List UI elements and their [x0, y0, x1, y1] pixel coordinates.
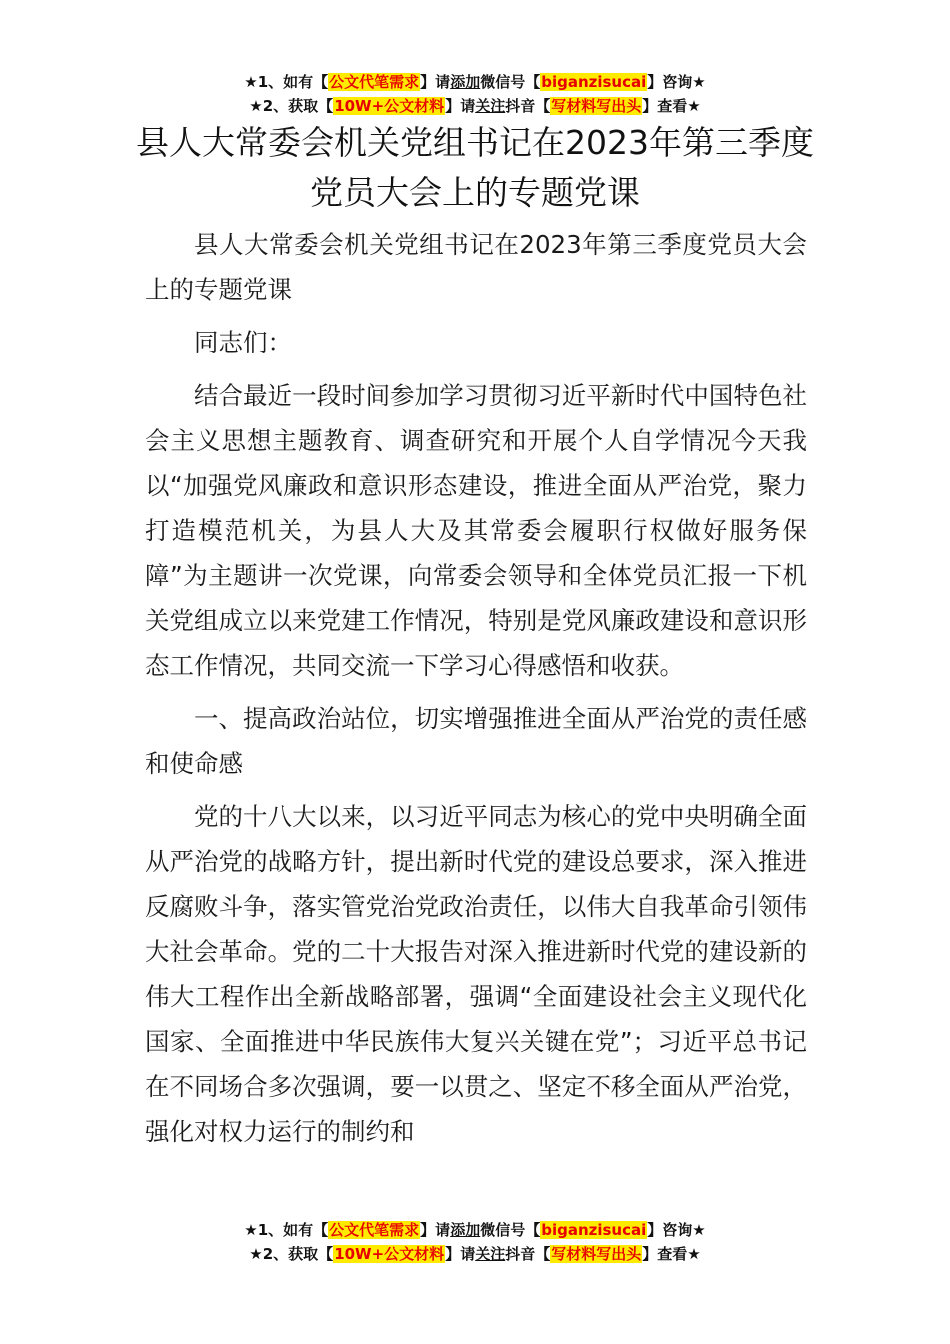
banner-line-1: [0, 1218, 950, 1242]
banner-highlight: 10W+公文材料: [334, 1245, 445, 1263]
document-title: 县人大常委会机关党组书记在2023年第三季度党员大会上的专题党课: [136, 123, 814, 212]
header-banner: [0, 70, 950, 118]
footer-banner: [0, 1218, 950, 1266]
banner-line-2: [0, 1242, 950, 1266]
document-body: [145, 222, 807, 1162]
banner-highlight: 公文代笔需求: [329, 1221, 420, 1239]
banner-text: ★2、获取【: [249, 1245, 334, 1263]
body-paragraph: 党的十八大以来，以习近平同志为核心的党中央明确全面从严治党的战略方针，提出新时代党的建设总要求，深入推进反腐败斗争，落实管党治党政治责任，以伟大自我革命引领伟大社会革命。党的二十大报告对深入推进新时代党的建设新的伟大工程作出全新战略部署，强调“全面建设社会主义现代化国家、全面推进中华民族伟大复兴关键在党”；习近平总书记在不同场合多次强调，要一以贯之、坚定不移全面从严治党，强化对权力运行的制约和: [145, 802, 807, 1146]
banner-underlined: 关注: [475, 97, 506, 115]
banner-wechat-id: biganzisucai: [541, 73, 647, 91]
banner-highlight: 公文代笔需求: [329, 73, 420, 91]
banner-text: 】咨询★: [647, 73, 706, 91]
banner-underlined: 关注: [475, 1245, 506, 1263]
banner-wechat-id: biganzisucai: [541, 1221, 647, 1239]
banner-text: 】请: [420, 73, 451, 91]
banner-highlight: 10W+公文材料: [334, 97, 445, 115]
banner-line-2: [0, 94, 950, 118]
banner-text: 】请: [445, 97, 476, 115]
banner-underlined: 添加: [450, 1221, 481, 1239]
banner-text: ★1、如有【: [244, 1221, 329, 1239]
banner-text: 微信号【: [480, 73, 541, 91]
banner-text: ★1、如有【: [244, 73, 329, 91]
banner-text: 】请: [445, 1245, 476, 1263]
banner-text: 】查看★: [642, 97, 701, 115]
banner-underlined: 添加: [450, 73, 481, 91]
body-paragraph: 县人大常委会机关党组书记在2023年第三季度党员大会上的专题党课: [145, 230, 807, 304]
banner-line-1: [0, 70, 950, 94]
banner-text: 】咨询★: [647, 1221, 706, 1239]
section-heading: 一、提高政治站位，切实增强推进全面从严治党的责任感和使命感: [145, 704, 807, 778]
banner-text: 微信号【: [480, 1221, 541, 1239]
banner-text: 】查看★: [642, 1245, 701, 1263]
banner-text: 】请: [420, 1221, 451, 1239]
banner-text: ★2、获取【: [249, 97, 334, 115]
banner-text: 抖音【: [505, 97, 551, 115]
salutation: 同志们：: [194, 328, 292, 357]
body-paragraph: 结合最近一段时间参加学习贯彻习近平新时代中国特色社会主义思想主题教育、调查研究和开展个人自学情况今天我以“加强党风廉政和意识形态建设，推进全面从严治党，聚力打造模范机关，为县人大及其常委会履职行权做好服务保障”为主题讲一次党课，向常委会领导和全体党员汇报一下机关党组成立以来党建工作情况，特别是党风廉政建设和意识形态工作情况，共同交流一下学习心得感悟和收获。: [145, 381, 807, 680]
banner-douyin-name: 写材料写出头: [551, 1245, 642, 1263]
banner-text: 抖音【: [505, 1245, 551, 1263]
banner-douyin-name: 写材料写出头: [551, 97, 642, 115]
